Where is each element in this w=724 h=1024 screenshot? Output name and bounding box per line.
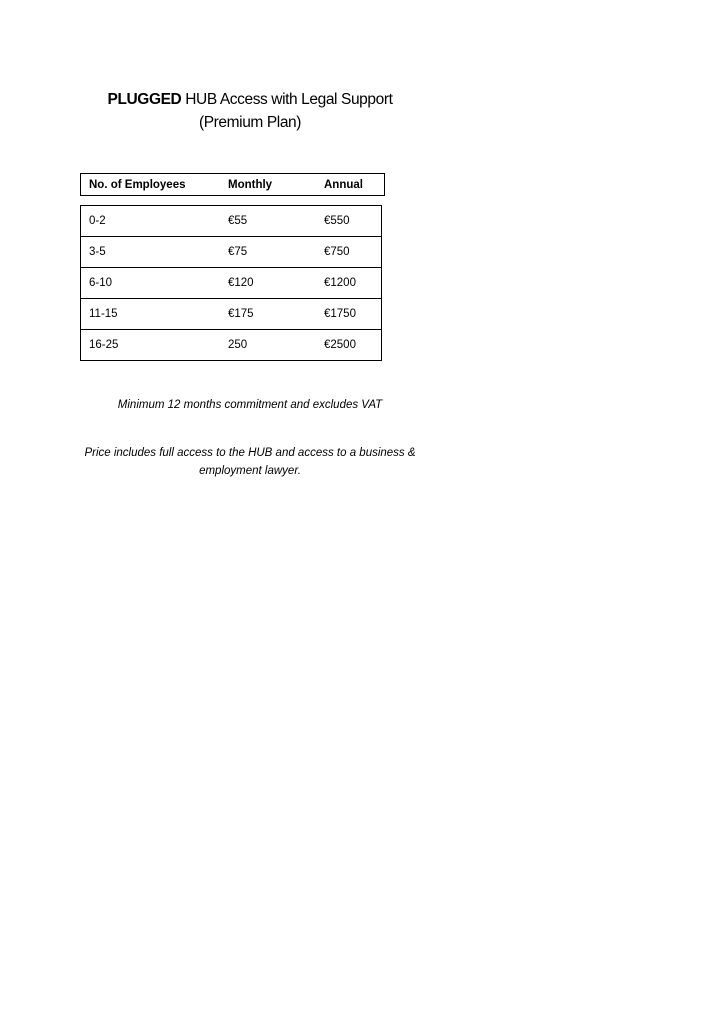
employees-cell: 6-10	[81, 268, 221, 299]
table-row	[81, 299, 382, 330]
brand-name: PLUGGED	[107, 91, 182, 108]
commitment-note: Minimum 12 months commitment and excludes VAT	[117, 399, 383, 411]
pricing-table-header	[80, 173, 385, 196]
annual-price-cell: €1750	[316, 299, 382, 330]
employees-cell: 16-25	[81, 330, 221, 361]
table-row	[81, 268, 382, 299]
monthly-price-cell: €120	[220, 268, 316, 299]
annual-price-cell: €550	[316, 206, 382, 237]
annual-price-cell: €2500	[316, 330, 382, 361]
annual-price-cell: €750	[316, 237, 382, 268]
title-line	[60, 88, 440, 111]
document-title	[60, 88, 440, 134]
header-monthly: Monthly	[220, 174, 316, 196]
table-row	[81, 237, 382, 268]
employees-cell: 3-5	[81, 237, 221, 268]
employees-cell: 0-2	[81, 206, 221, 237]
monthly-price-cell: 250	[220, 330, 316, 361]
employees-cell: 11-15	[81, 299, 221, 330]
header-row	[81, 174, 385, 196]
table-row	[81, 330, 382, 361]
monthly-price-cell: €55	[220, 206, 316, 237]
inclusions-note: Price includes full access to the HUB and access to a business & employment lawyer.	[84, 447, 416, 477]
monthly-price-cell: €175	[220, 299, 316, 330]
title-text: HUB Access with Legal Support	[181, 91, 393, 108]
plan-subtitle: (Premium Plan)	[198, 114, 302, 131]
header-annual: Annual	[316, 174, 385, 196]
annual-price-cell: €1200	[316, 268, 382, 299]
header-employees: No. of Employees	[81, 174, 221, 196]
pricing-table	[80, 205, 382, 361]
monthly-price-cell: €75	[220, 237, 316, 268]
table-row	[81, 206, 382, 237]
